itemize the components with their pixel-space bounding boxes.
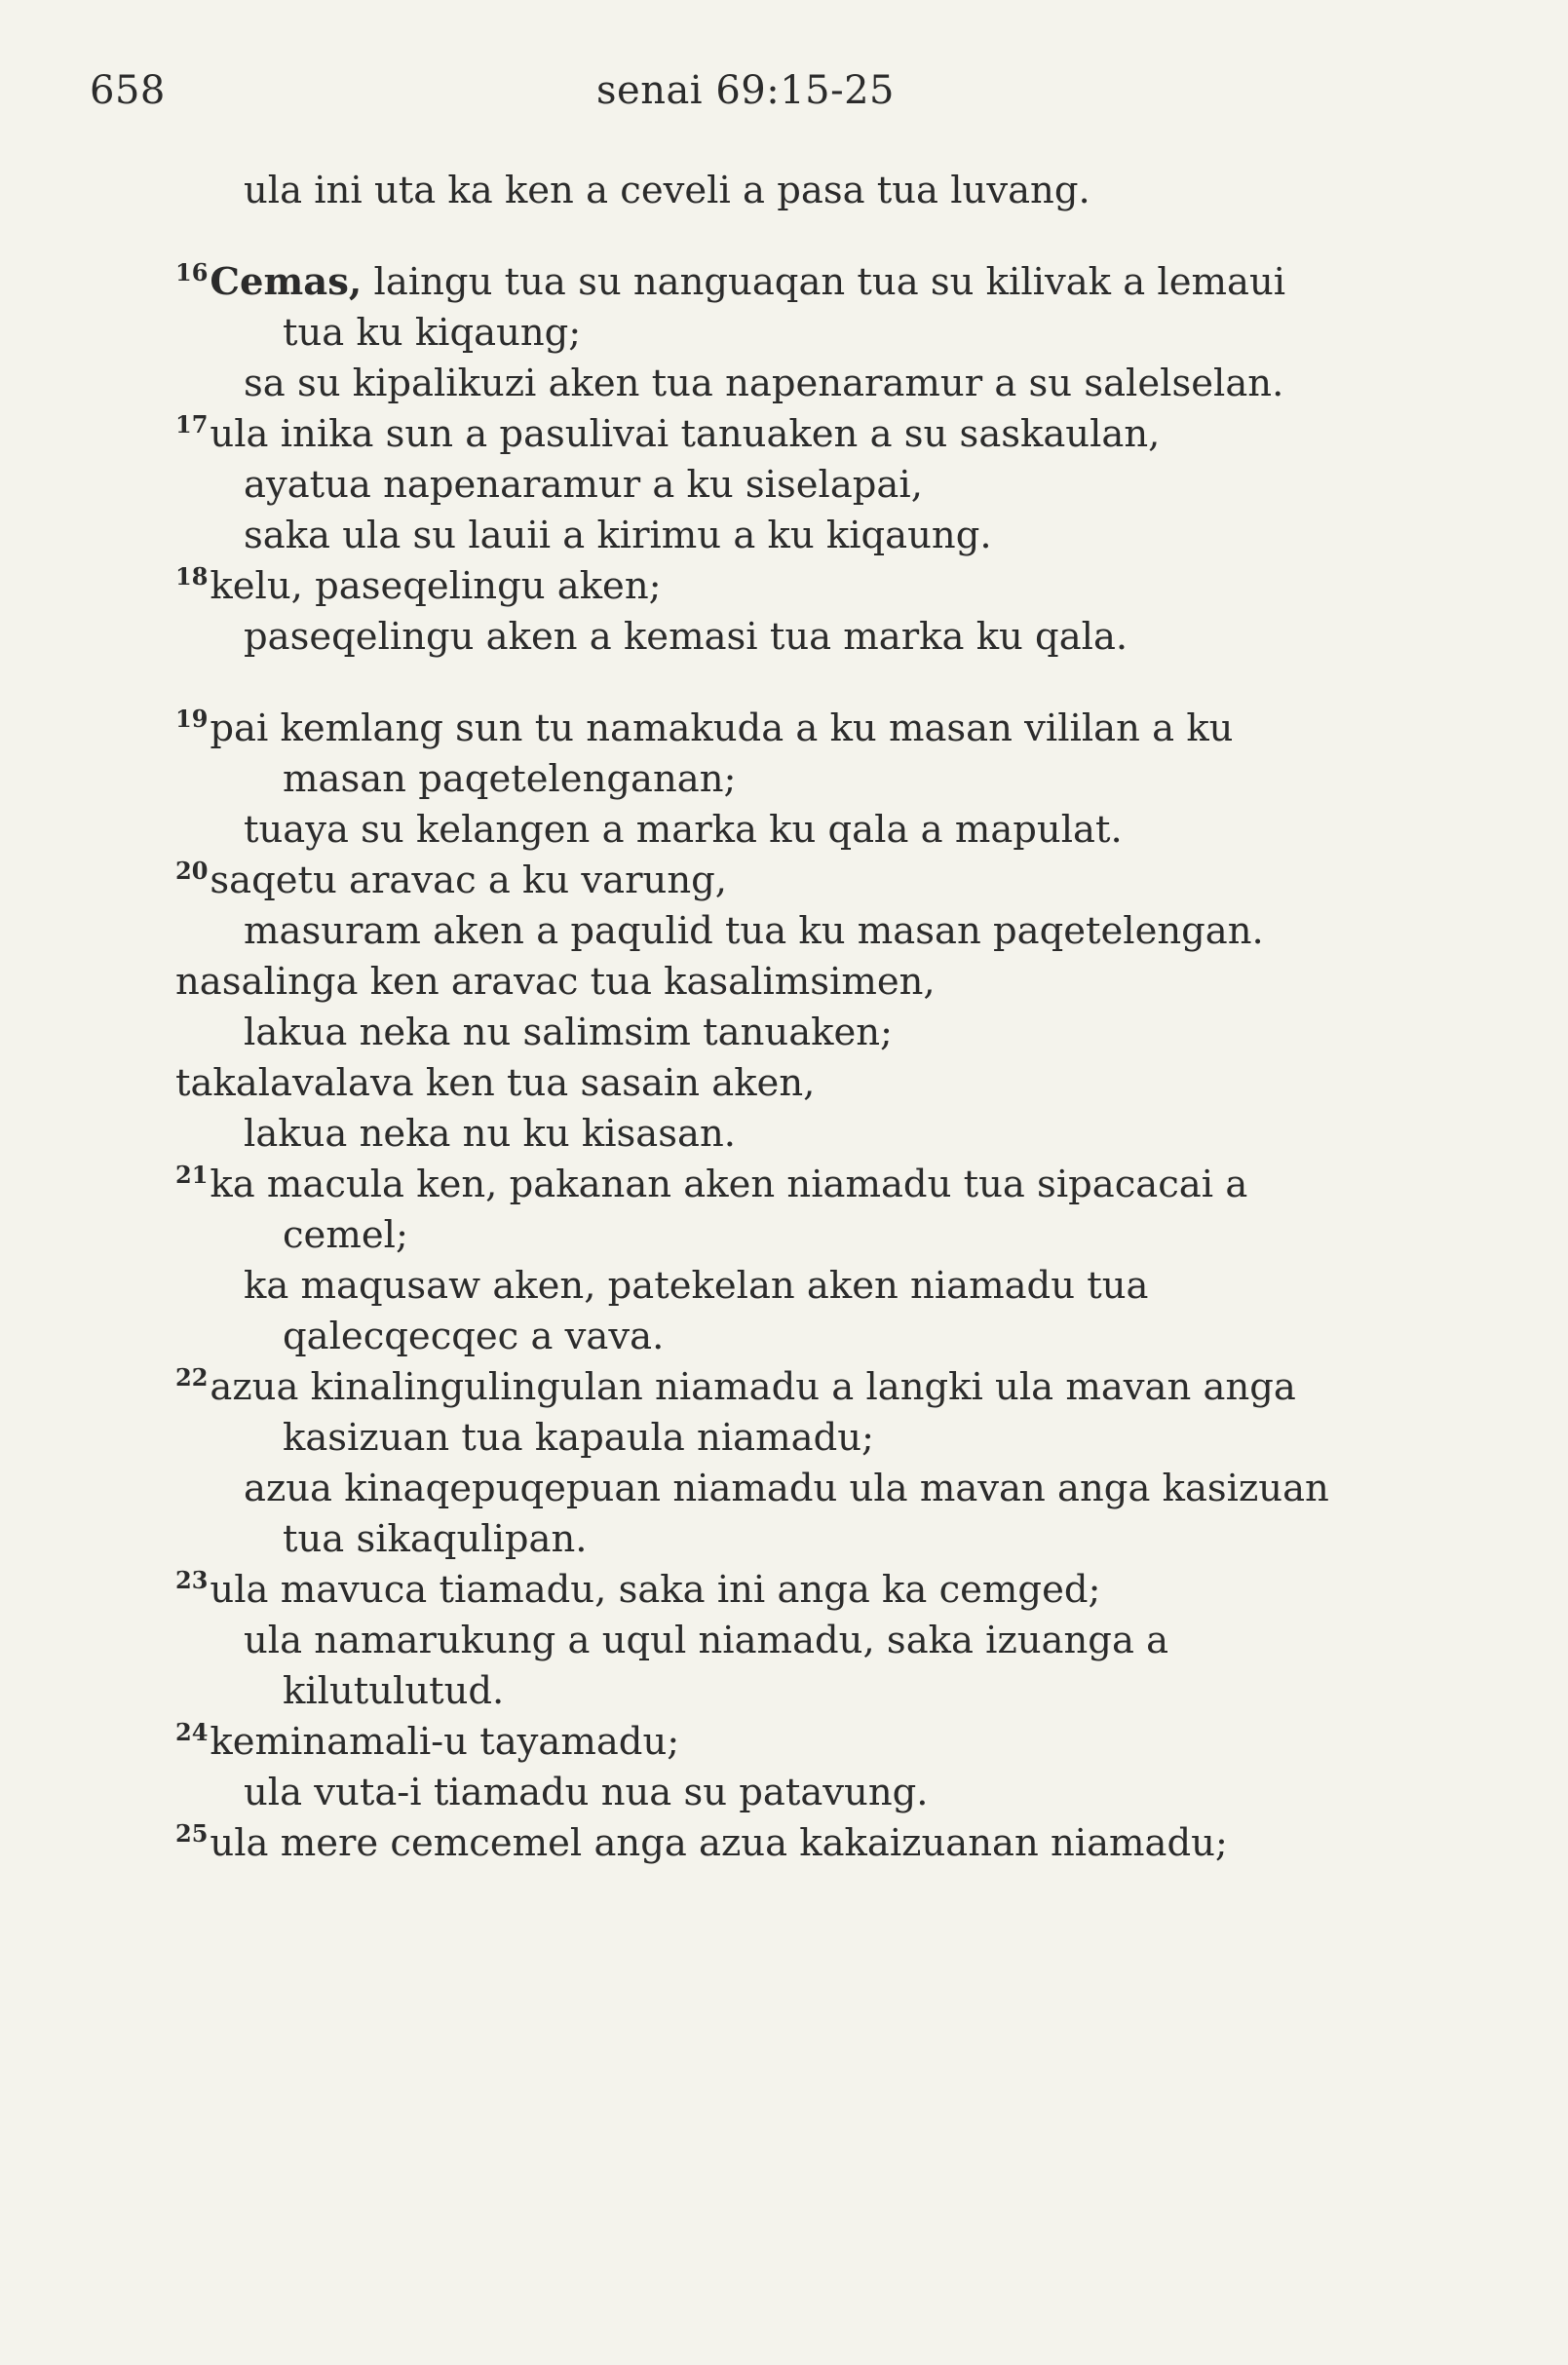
verse-line	[78, 1109, 1511, 1160]
verse-line-text: sa su kipalikuzi aken tua napenaramur a su salelselan.	[244, 362, 1284, 405]
verse-line-text: ula vuta-i tiamadu nua su patavung.	[244, 1771, 929, 1814]
verse-number: 23	[175, 1566, 209, 1594]
verse-line-text: kilutulutud.	[283, 1669, 505, 1713]
verse-text	[78, 166, 1511, 1869]
verse-line	[78, 906, 1511, 957]
verse-line-text: azua kinalingulingulan niamadu a langki ula mavan anga	[210, 1365, 1296, 1409]
verse-line-text: masuram aken a paqulid tua ku masan paqetelengan.	[244, 909, 1264, 953]
verse-line-text: masan paqetelenganan;	[283, 757, 737, 801]
verse-line-text: laingu tua su nanguaqan tua su kilivak a lemaui	[362, 260, 1286, 304]
verse-line-text: ula ini uta ka ken a ceveli a pasa tua luvang.	[244, 169, 1090, 212]
verse-line-text: pai kemlang sun tu namakuda a ku masan vililan a ku	[210, 706, 1234, 750]
verse-number: 17	[175, 410, 209, 439]
verse-number: 20	[175, 857, 209, 885]
verse-line	[78, 166, 1511, 216]
verse-line	[78, 1413, 1511, 1464]
verse-number: 16	[175, 258, 209, 286]
verse-number: 21	[175, 1161, 209, 1189]
verse-line-text: ka macula ken, pakanan aken niamadu tua sipacacai a	[210, 1163, 1248, 1206]
verse-line	[78, 359, 1511, 409]
verse-line	[78, 1818, 1511, 1869]
verse-line-text: kelu, paseqelingu aken;	[210, 564, 662, 608]
verse-line-text: ula mavuca tiamadu, saka ini anga ka cemged;	[210, 1568, 1101, 1612]
verse-line-text: cemel;	[283, 1213, 408, 1257]
verse-line-text: ula inika sun a pasulivai tanuaken a su saskaulan,	[210, 412, 1161, 456]
verse-line	[78, 856, 1511, 906]
verse-line-text: qalecqecqec a vava.	[283, 1315, 665, 1358]
verse-line	[78, 1514, 1511, 1565]
verse-line-text: ka maqusaw aken, patekelan aken niamadu tua	[244, 1264, 1149, 1308]
verse-line-text: keminamali-u tayamadu;	[210, 1720, 680, 1764]
stanza-gap	[78, 663, 1511, 704]
verse-line	[78, 1261, 1511, 1312]
page-number: 658	[90, 68, 166, 113]
verse-line	[78, 409, 1511, 460]
verse-line-text: tua sikaqulipan.	[283, 1517, 588, 1561]
verse-line-text: tua ku kiqaung;	[283, 311, 582, 355]
page-header	[90, 58, 1478, 127]
verse-line	[78, 1666, 1511, 1717]
verse-line	[78, 612, 1511, 663]
verse-line	[78, 561, 1511, 612]
verse-line	[78, 1160, 1511, 1210]
verse-line-text: lakua neka nu ku kisasan.	[244, 1112, 736, 1156]
running-head: senai 69:15-25	[596, 68, 896, 113]
verse-line-text: tuaya su kelangen a marka ku qala a mapulat.	[244, 808, 1123, 852]
verse-line	[78, 754, 1511, 805]
verse-line	[78, 704, 1511, 754]
verse-line-text: ayatua napenaramur a ku siselapai,	[244, 463, 923, 507]
verse-line	[78, 257, 1511, 308]
verse-line-text: takalavalava ken tua sasain aken,	[175, 1061, 816, 1105]
verse-line	[78, 1616, 1511, 1666]
verse-line	[78, 805, 1511, 856]
verse-line-text: saka ula su lauii a kirimu a ku kiqaung.	[244, 514, 992, 557]
verse-number: 18	[175, 562, 209, 591]
verse-number: 25	[175, 1819, 209, 1848]
verse-line-text: kasizuan tua kapaula niamadu;	[283, 1416, 874, 1460]
verse-line-text: lakua neka nu salimsim tanuaken;	[244, 1011, 894, 1054]
verse-line	[78, 1058, 1511, 1109]
verse-line	[78, 1717, 1511, 1768]
verse-line	[78, 1008, 1511, 1058]
verse-line	[78, 511, 1511, 561]
verse-number: 19	[175, 705, 209, 733]
verse-line-text: ula mere cemcemel anga azua kakaizuanan niamadu;	[210, 1821, 1228, 1865]
verse-line-text: saqetu aravac a ku varung,	[210, 858, 728, 902]
verse-line	[78, 1768, 1511, 1818]
verse-line	[78, 1464, 1511, 1514]
verse-line	[78, 308, 1511, 359]
verse-line	[78, 1362, 1511, 1413]
verse-line-text: nasalinga ken aravac tua kasalimsimen,	[175, 960, 936, 1004]
verse-line	[78, 1210, 1511, 1261]
verse-line	[78, 460, 1511, 511]
verse-number: 22	[175, 1363, 209, 1392]
stanza-gap	[78, 216, 1511, 257]
verse-line	[78, 1565, 1511, 1616]
verse-lead-word: Cemas,	[210, 260, 363, 304]
verse-line-text: ula namarukung a uqul niamadu, saka izuanga a	[244, 1619, 1169, 1662]
verse-line-text: azua kinaqepuqepuan niamadu ula mavan anga kasizuan	[244, 1467, 1329, 1510]
verse-number: 24	[175, 1718, 209, 1746]
verse-line	[78, 1312, 1511, 1362]
verse-line-text: paseqelingu aken a kemasi tua marka ku qala.	[244, 615, 1128, 659]
verse-line	[78, 957, 1511, 1008]
